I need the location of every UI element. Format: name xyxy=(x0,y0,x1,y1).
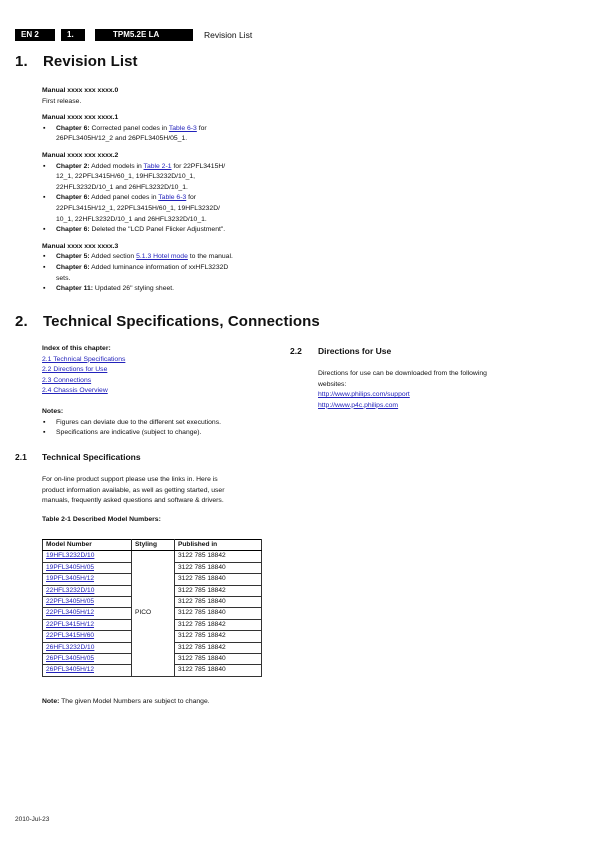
table-link[interactable]: Table 6-3 xyxy=(158,194,187,202)
subsection-2-2-title: Directions for Use xyxy=(318,346,392,356)
model-link[interactable]: 26PFL3405H/12 xyxy=(43,665,132,676)
notes-list xyxy=(42,418,282,439)
body-line: Directions for use can be downloaded from the following xyxy=(318,370,487,377)
revision-list xyxy=(42,86,282,295)
model-link[interactable]: 19HFL3232D/10 xyxy=(43,551,132,562)
subsection-2-1-body xyxy=(42,475,282,525)
model-link[interactable]: 22PFL3405H/12 xyxy=(43,608,132,619)
body-line: product information available, as well as getting started, user xyxy=(42,486,225,494)
table-caption: Table 2-1 Described Model Numbers: xyxy=(42,515,161,523)
model-link[interactable]: 22PFL3415H/12 xyxy=(43,619,132,630)
section2-title: Technical Specifications, Connections xyxy=(43,313,320,330)
body-line: manuals, frequently asked questions and software & drivers. xyxy=(42,497,224,505)
model-link[interactable]: 22PFL3405H/05 xyxy=(43,597,132,608)
table-link[interactable]: Table 2-1 xyxy=(143,162,172,170)
chapter-label: Chapter 6: xyxy=(56,194,90,202)
section1-title: Revision List xyxy=(43,53,138,70)
footer-date: 2010-Jul-23 xyxy=(15,816,50,823)
table-row xyxy=(43,551,262,562)
note-item: ▪ Specifications are indicative (subject to change). xyxy=(42,428,282,439)
revision-items xyxy=(42,162,282,236)
published-cell: 3122 785 18840 xyxy=(175,608,262,619)
header-chapter-box xyxy=(61,29,85,41)
index-link[interactable]: 2.2 Directions for Use xyxy=(42,366,108,374)
section2-number: 2. xyxy=(15,313,28,330)
subsection-2-1-title: Technical Specifications xyxy=(42,452,141,462)
subsection-2-2-body xyxy=(318,369,558,411)
header-model-box xyxy=(95,29,193,41)
chapter-label: Chapter 11: xyxy=(56,285,94,293)
item-text: 22HFL3232D/10_1 and 26HFL3232D/10_1. xyxy=(56,183,188,191)
published-cell: 3122 785 18840 xyxy=(175,597,262,608)
index-link[interactable]: 2.3 Connections xyxy=(42,376,92,384)
index-title: Index of this chapter: xyxy=(42,345,111,352)
published-cell: 3122 785 18842 xyxy=(175,642,262,653)
revision-text: First release. xyxy=(42,97,82,105)
item-text: Corrected panel codes in xyxy=(89,124,169,132)
subsection-2-1-number: 2.1 xyxy=(15,452,27,462)
website-link[interactable]: http://www.p4c.philips.com xyxy=(318,401,399,409)
item-text: Added panel codes in xyxy=(89,194,159,202)
section-link[interactable]: 5.1.3 Hotel mode xyxy=(136,253,188,261)
published-cell: 3122 785 18840 xyxy=(175,562,262,573)
published-cell: 3122 785 18840 xyxy=(175,574,262,585)
index-link[interactable]: 2.1 Technical Specifications xyxy=(42,355,126,363)
header-en-label: EN 2 xyxy=(21,30,39,39)
section1-heading xyxy=(15,53,138,70)
item-text: 12_1, 22PFL3415H/60_1, 19HFL3232D/10_1, xyxy=(56,173,196,181)
revision-item xyxy=(42,284,282,295)
chapter-label: Chapter 6: xyxy=(56,263,90,271)
notes-title: Notes: xyxy=(42,407,64,415)
note-label: Note: xyxy=(42,698,60,705)
index-link[interactable]: 2.4 Chassis Overview xyxy=(42,387,108,395)
published-cell: 3122 785 18842 xyxy=(175,619,262,630)
revision-item xyxy=(42,263,282,284)
col-header-styling: Styling xyxy=(132,540,175,551)
model-link[interactable]: 22PFL3415H/60 xyxy=(43,631,132,642)
item-text: to the manual. xyxy=(187,253,233,261)
revision-items xyxy=(42,252,282,294)
published-cell: 3122 785 18840 xyxy=(175,665,262,676)
item-text: 22PFL3415H/12_1, 22PFL3415H/60_1, 19HFL3232D/ xyxy=(56,204,220,212)
item-text: sets. xyxy=(56,274,71,282)
revision-item xyxy=(42,193,282,225)
item-text: Added luminance information of xxHFL3232D xyxy=(89,263,229,271)
item-text: 26PFL3405H/12_2 and 26PFL3405H/05_1. xyxy=(56,135,188,143)
col-header-published: Published in xyxy=(175,540,262,551)
item-text: Added models in xyxy=(89,162,144,170)
published-cell: 3122 785 18842 xyxy=(175,551,262,562)
published-cell: 3122 785 18840 xyxy=(175,654,262,665)
revision-item xyxy=(42,225,282,236)
revision-item xyxy=(42,162,282,194)
header-title: Revision List xyxy=(204,30,253,40)
item-text: Deleted the "LCD Panel Flicker Adjustment". xyxy=(89,226,226,234)
published-cell: 3122 785 18842 xyxy=(175,631,262,642)
revision-heading: Manual xxxx xxx xxxx.0 xyxy=(42,87,119,94)
table-header-row xyxy=(43,540,262,551)
col-header-model: Model Number xyxy=(43,540,132,551)
header-chapter-num: 1. xyxy=(67,30,74,39)
item-text: for xyxy=(196,124,207,132)
body-line: For on-line product support please use the links in. Here is xyxy=(42,476,218,483)
revision-heading: Manual xxxx xxx xxxx.1 xyxy=(42,114,119,122)
item-text: Updated 26" styling sheet. xyxy=(93,285,175,293)
model-link[interactable]: 26HFL3232D/10 xyxy=(43,642,132,653)
model-link[interactable]: 19PFL3405H/05 xyxy=(43,562,132,573)
revision-item xyxy=(42,252,282,263)
item-text: for xyxy=(186,194,197,202)
section2-heading xyxy=(15,313,320,330)
chapter-label: Chapter 6: xyxy=(56,226,90,234)
item-text: 10_1, 22HFL3232D/10_1 and 26HFL3232D/10_1. xyxy=(56,215,207,223)
table-link[interactable]: Table 6-3 xyxy=(168,124,197,132)
body-line: websites: xyxy=(318,380,347,388)
header-model: TPM5.2E LA xyxy=(113,30,160,39)
item-text: Added section xyxy=(89,253,137,261)
styling-cell: PICO xyxy=(132,551,175,676)
website-link[interactable]: http://www.philips.com/support xyxy=(318,391,410,399)
chapter-index xyxy=(42,344,282,439)
revision-heading: Manual xxxx xxx xxxx.3 xyxy=(42,242,119,250)
model-link[interactable]: 19PFL3405H/12 xyxy=(43,574,132,585)
chapter-label: Chapter 2: xyxy=(56,162,90,170)
item-text: for 22PFL3415H/ xyxy=(171,162,226,170)
revision-item xyxy=(42,124,282,145)
subsection-2-2-number: 2.2 xyxy=(290,346,302,356)
published-cell: 3122 785 18842 xyxy=(175,585,262,596)
model-link[interactable]: 26PFL3405H/05 xyxy=(43,654,132,665)
header-en-label-box xyxy=(15,29,55,41)
model-link[interactable]: 22HFL3232D/10 xyxy=(43,585,132,596)
model-note xyxy=(42,697,210,708)
note-item: ▪ Figures can deviate due to the different set executions. xyxy=(42,418,282,429)
chapter-label: Chapter 6: xyxy=(56,124,90,132)
revision-heading: Manual xxxx xxx xxxx.2 xyxy=(42,151,119,159)
revision-items xyxy=(42,124,282,145)
note-text: The given Model Numbers are subject to change. xyxy=(59,698,210,705)
model-table xyxy=(42,539,262,677)
section1-number: 1. xyxy=(15,53,28,70)
chapter-label: Chapter 5: xyxy=(56,253,90,261)
